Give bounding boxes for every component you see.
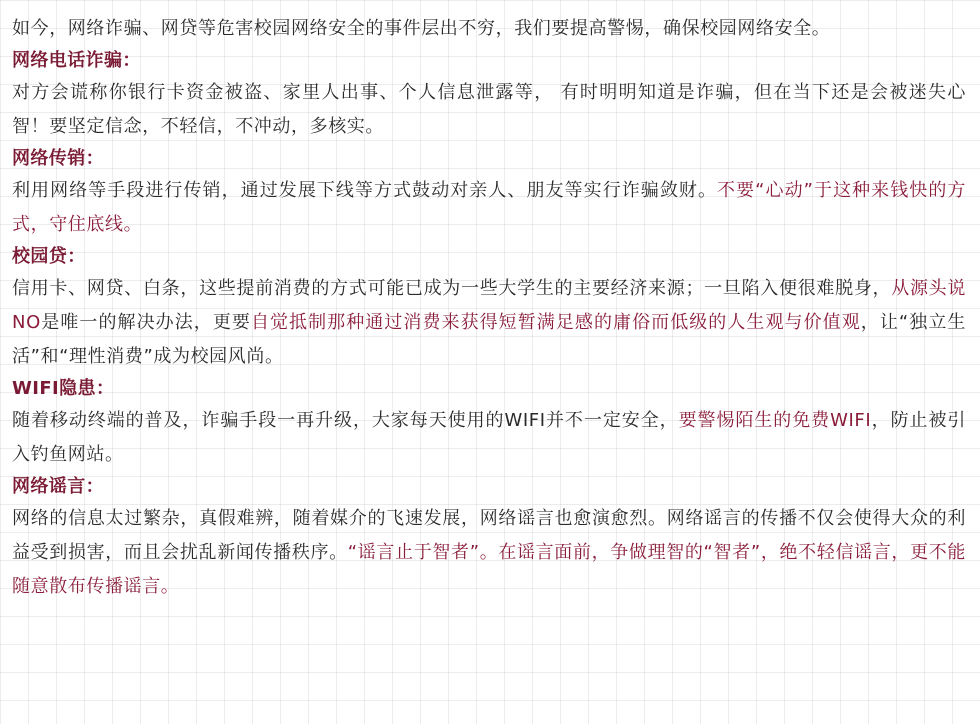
- section-online-rumors: [12, 472, 966, 604]
- section-campus-loan: [12, 242, 966, 374]
- section-heading: 网络传销：: [12, 148, 104, 169]
- highlight-text: 不要“心动”于这种来钱快的方式，守住底线。: [12, 180, 966, 235]
- section-paragraph: [12, 272, 966, 374]
- body-text: 信用卡、网贷、白条，这些提前消费的方式可能已成为一些大学生的主要经济来源；一旦陷入便很难脱身，: [12, 278, 892, 299]
- section-phone-fraud: [12, 46, 966, 144]
- section-paragraph: [12, 76, 966, 144]
- highlight-text: 要警惕陌生的免费WIFI: [678, 410, 872, 431]
- highlight-text: “谣言止于智者”。在谣言面前，争做理智的“智者”，绝不轻信谣言，更不能随意散布传播谣言。: [12, 542, 966, 597]
- body-text: 网络的信息太过繁杂，真假难辨，随着媒介的飞速发展，网络谣言也愈演愈烈。网络谣言的传播不仅会使得大众的利益受到损害，而且会扰乱新闻传播秩序。: [12, 508, 966, 563]
- section-pyramid-scheme: [12, 144, 966, 242]
- section-paragraph: [12, 502, 966, 604]
- section-wifi-risk: [12, 374, 966, 472]
- body-text: ，防止被引入钓鱼网站。: [12, 410, 967, 465]
- body-text: 对方会谎称你银行卡资金被盗、家里人出事、个人信息泄露等， 有时明明知道是诈骗，但在当下还是会被迷失心智！要坚定信念，不轻信，不冲动，多核实。: [12, 82, 966, 137]
- section-heading: 网络电话诈骗：: [12, 50, 141, 71]
- body-text: 随着移动终端的普及，诈骗手段一再升级，大家每天使用的WIFI并不一定安全，: [12, 410, 679, 431]
- highlight-text: 自觉抵制那种通过消费来获得短暂满足感的庸俗而低级的人生观与价值观: [250, 312, 861, 333]
- body-text: 是唯一的解决办法，更要: [40, 312, 251, 333]
- intro-paragraph: 如今，网络诈骗、网贷等危害校园网络安全的事件层出不穷，我们要提高警惕，确保校园网络安全。: [12, 18, 831, 39]
- section-paragraph: [12, 174, 966, 242]
- body-text: 利用网络等手段进行传销，通过发展下线等方式鼓动对亲人、朋友等实行诈骗敛财。: [12, 180, 718, 201]
- section-heading: WIFI隐患：: [12, 378, 115, 399]
- section-heading: 校园贷：: [12, 246, 86, 267]
- section-paragraph: [12, 404, 966, 472]
- highlight-text: 从源头说NO: [12, 278, 966, 333]
- section-heading: 网络谣言：: [12, 476, 104, 497]
- body-text: ，让“独立生活”和“理性消费”成为校园风尚。: [12, 312, 966, 367]
